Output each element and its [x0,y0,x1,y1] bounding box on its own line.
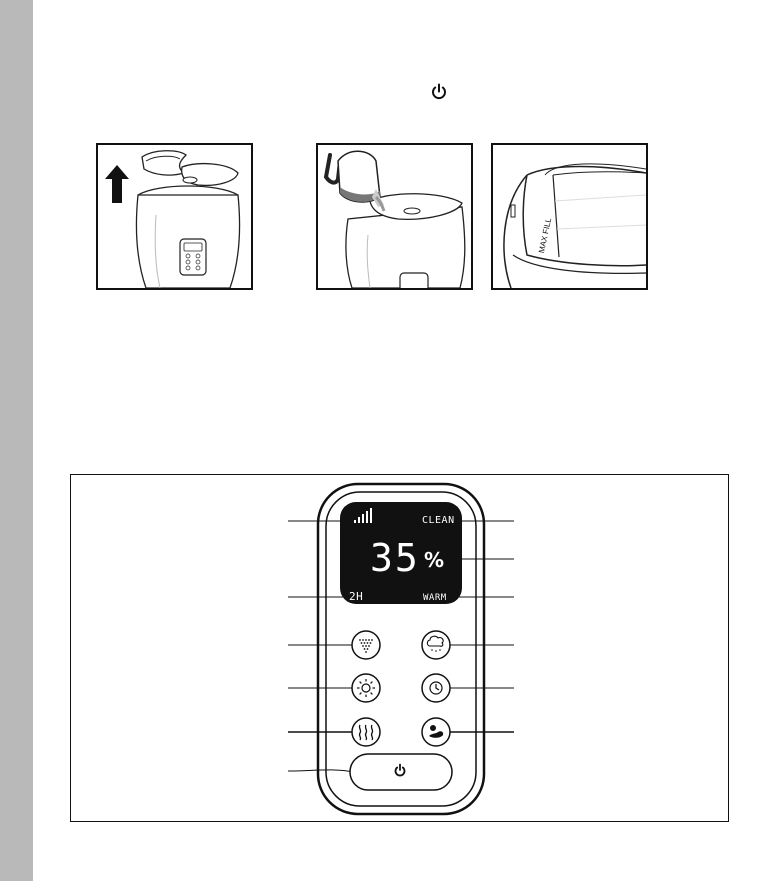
max-fill-label: MAX FILL [537,217,554,254]
humidity-readout: 35 [370,536,420,580]
warm-indicator: WARM [423,593,447,603]
clean-indicator: CLEAN [422,515,455,526]
timer-indicator: 2H [349,590,364,603]
sleep-mode-button[interactable] [422,718,450,746]
humidity-unit: % [424,548,445,572]
timer-button[interactable] [422,674,450,702]
night-light-button[interactable] [352,674,380,702]
warm-mist-button[interactable] [352,718,380,746]
mist-button[interactable] [352,631,380,659]
power-button[interactable] [350,754,452,790]
humidity-mode-button[interactable] [422,631,450,659]
